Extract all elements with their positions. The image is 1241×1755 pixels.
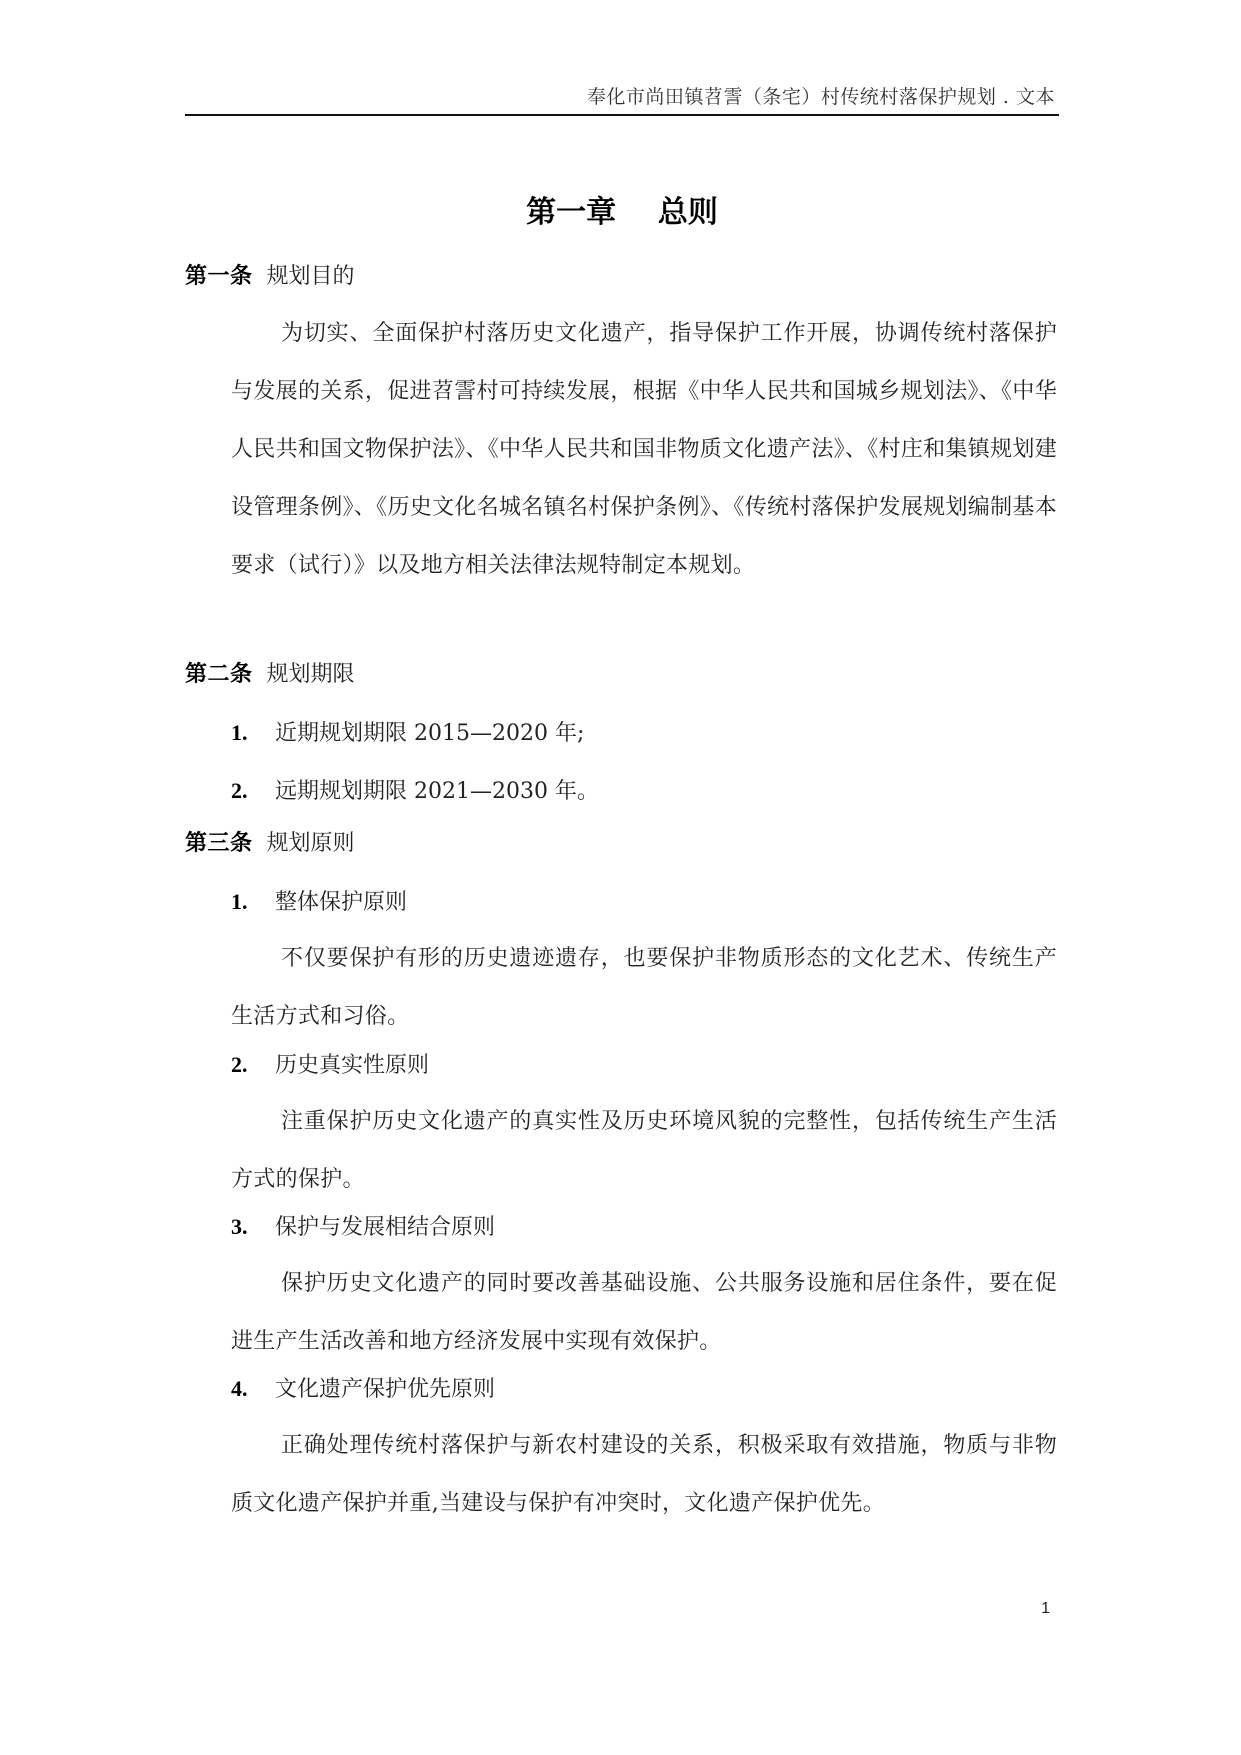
principle-title: 整体保护原则 <box>275 890 408 915</box>
chapter-title: 第一章 总则 <box>526 195 718 230</box>
list-item-text: 远期规划期限 2021—2030 年。 <box>275 779 599 804</box>
article-title: 规划原则 <box>266 831 355 856</box>
article-number: 第三条 <box>185 831 253 856</box>
principle-title: 历史真实性原则 <box>275 1053 430 1078</box>
principle-number: 3. <box>231 1214 248 1239</box>
list-item-text: 近期规划期限 2015—2020 年; <box>275 721 585 746</box>
principle-paragraph: 正确处理传统村落保护与新农村建设的关系，积极采取有效措施，物质与非物质文化遗产保护并重,当建设与保护有冲突时，文化遗产保护优先。 <box>231 1433 1057 1516</box>
page-number: 1 <box>1041 1600 1050 1617</box>
principle-paragraph: 不仅要保护有形的历史遗迹遗存，也要保护非物质形态的文化艺术、传统生产生活方式和习俗。 <box>231 946 1057 1029</box>
principle-paragraph: 注重保护历史文化遗产的真实性及历史环境风貌的完整性，包括传统生产生活方式的保护。 <box>231 1109 1057 1192</box>
article-number: 第一条 <box>185 264 253 289</box>
article-heading-1 <box>185 262 355 292</box>
list-item-number: 1. <box>231 720 248 745</box>
list-item <box>231 718 584 749</box>
running-header: 奉化市尚田镇苕霅（条宅）村传统村落保护规划 . 文本 <box>586 86 1055 108</box>
article-1-paragraph: 为切实、全面保护村落历史文化遗产，指导保护工作开展，协调传统村落保护与发展的关系，促进苕霅村可持续发展，根据《中华人民共和国城乡规划法》、《中华人民共和国文物保护法》、《中华人民共和国非物质文化遗产法》、《村庄和集镇规划建设管理条例》、《历史文化名城名镇名村保护条例》、《传统村落保护发展规划编制基本要求（试行）》以及地方相关法律法规特制定本规划。 <box>231 321 1057 578</box>
principle-heading <box>231 887 407 918</box>
article-title: 规划期限 <box>266 662 355 687</box>
list-item-number: 2. <box>231 778 248 803</box>
list-item <box>231 776 599 807</box>
principle-title: 文化遗产保护优先原则 <box>275 1377 496 1402</box>
principle-paragraph: 保护历史文化遗产的同时要改善基础设施、公共服务设施和居住条件，要在促进生产生活改善和地方经济发展中实现有效保护。 <box>231 1271 1057 1354</box>
principle-heading <box>231 1374 495 1405</box>
header-rule <box>185 114 1059 116</box>
article-heading-2 <box>185 660 355 690</box>
article-title: 规划目的 <box>266 264 355 289</box>
article-heading-3 <box>185 829 355 859</box>
principle-number: 2. <box>231 1052 248 1077</box>
article-number: 第二条 <box>185 662 253 687</box>
principle-title: 保护与发展相结合原则 <box>275 1215 496 1240</box>
principle-number: 4. <box>231 1376 248 1401</box>
principle-heading <box>231 1050 429 1081</box>
principle-number: 1. <box>231 889 248 914</box>
principle-heading <box>231 1212 495 1243</box>
